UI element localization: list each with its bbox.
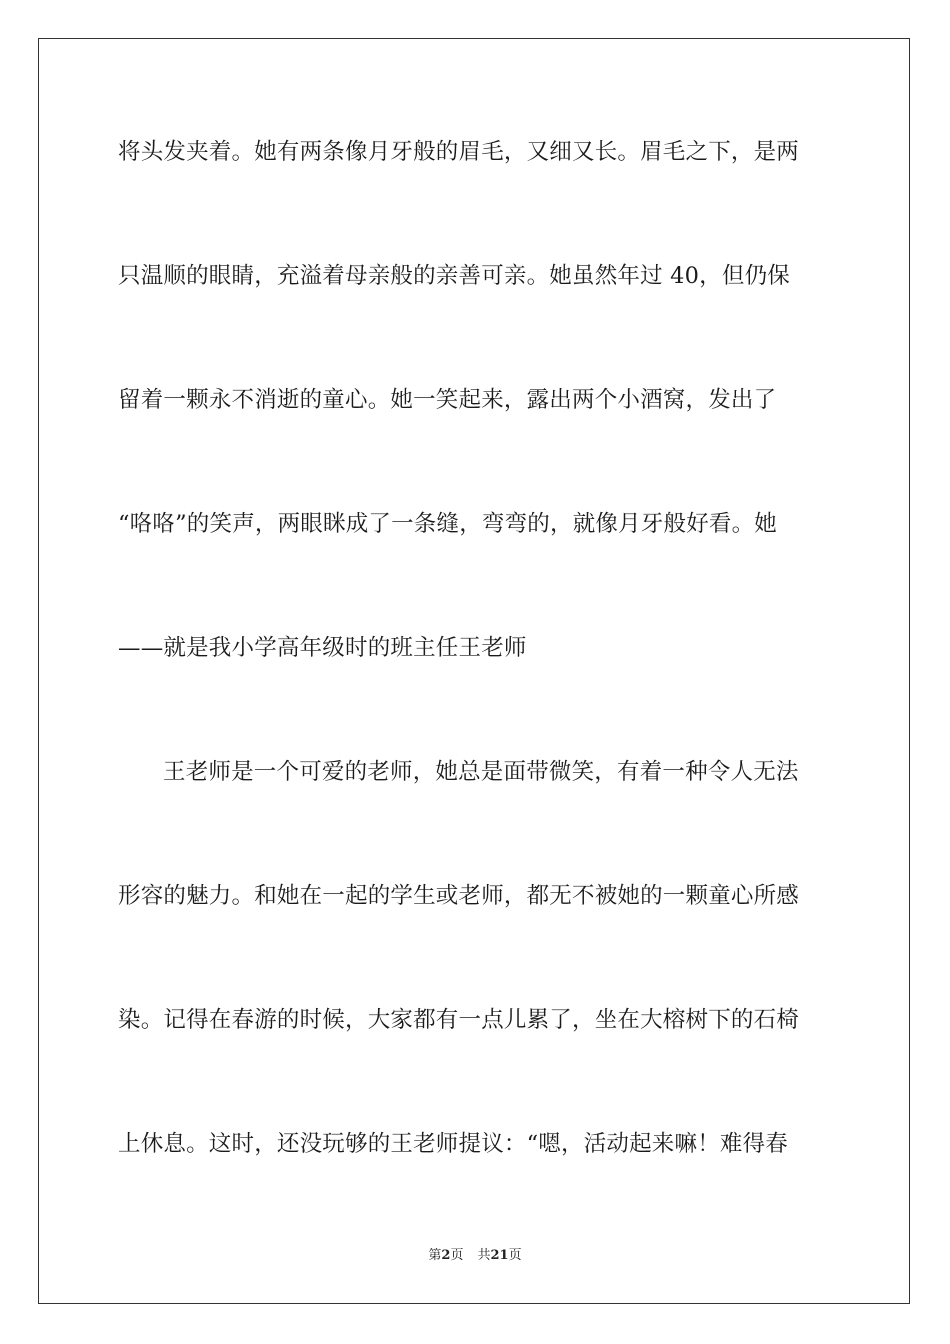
page-border — [38, 38, 910, 1304]
paragraph-1-line-5: ——就是我小学高年级时的班主任王老师 — [118, 635, 527, 661]
footer-page-prefix: 第 — [428, 1248, 442, 1263]
paragraph-2-line-3: 染。记得在春游的时候，大家都有一点儿累了，坐在大榕树下的石椅 — [118, 1007, 800, 1033]
footer-page-number: 2 — [441, 1248, 451, 1263]
footer-total-pages: 21 — [490, 1248, 509, 1263]
paragraph-1-line-4: “咯咯”的笑声，两眼眯成了一条缝，弯弯的，就像月牙般好看。她 — [118, 511, 778, 537]
paragraph-2-line-1: 王老师是一个可爱的老师，她总是面带微笑，有着一种令人无法 — [163, 759, 799, 785]
paragraph-2-line-4: 上休息。这时，还没玩够的王老师提议：“嗯，活动起来嘛！难得春 — [118, 1131, 789, 1157]
paragraph-1-line-1: 将头发夹着。她有两条像月牙般的眉毛，又细又长。眉毛之下，是两 — [118, 139, 800, 165]
paragraph-1-line-2: 只温顺的眼睛，充溢着母亲般的亲善可亲。她虽然年过 40，但仍保 — [118, 263, 790, 289]
footer-page-suffix: 页 — [450, 1248, 464, 1263]
footer-total-suffix: 页 — [508, 1248, 522, 1263]
paragraph-1-line-3: 留着一颗永不消逝的童心。她一笑起来，露出两个小酒窝，发出了 — [118, 387, 777, 413]
paragraph-2-line-2: 形容的魅力。和她在一起的学生或老师，都无不被她的一颗童心所感 — [118, 883, 800, 909]
footer-total-prefix: 共 — [477, 1248, 491, 1263]
page-footer — [0, 1247, 950, 1265]
